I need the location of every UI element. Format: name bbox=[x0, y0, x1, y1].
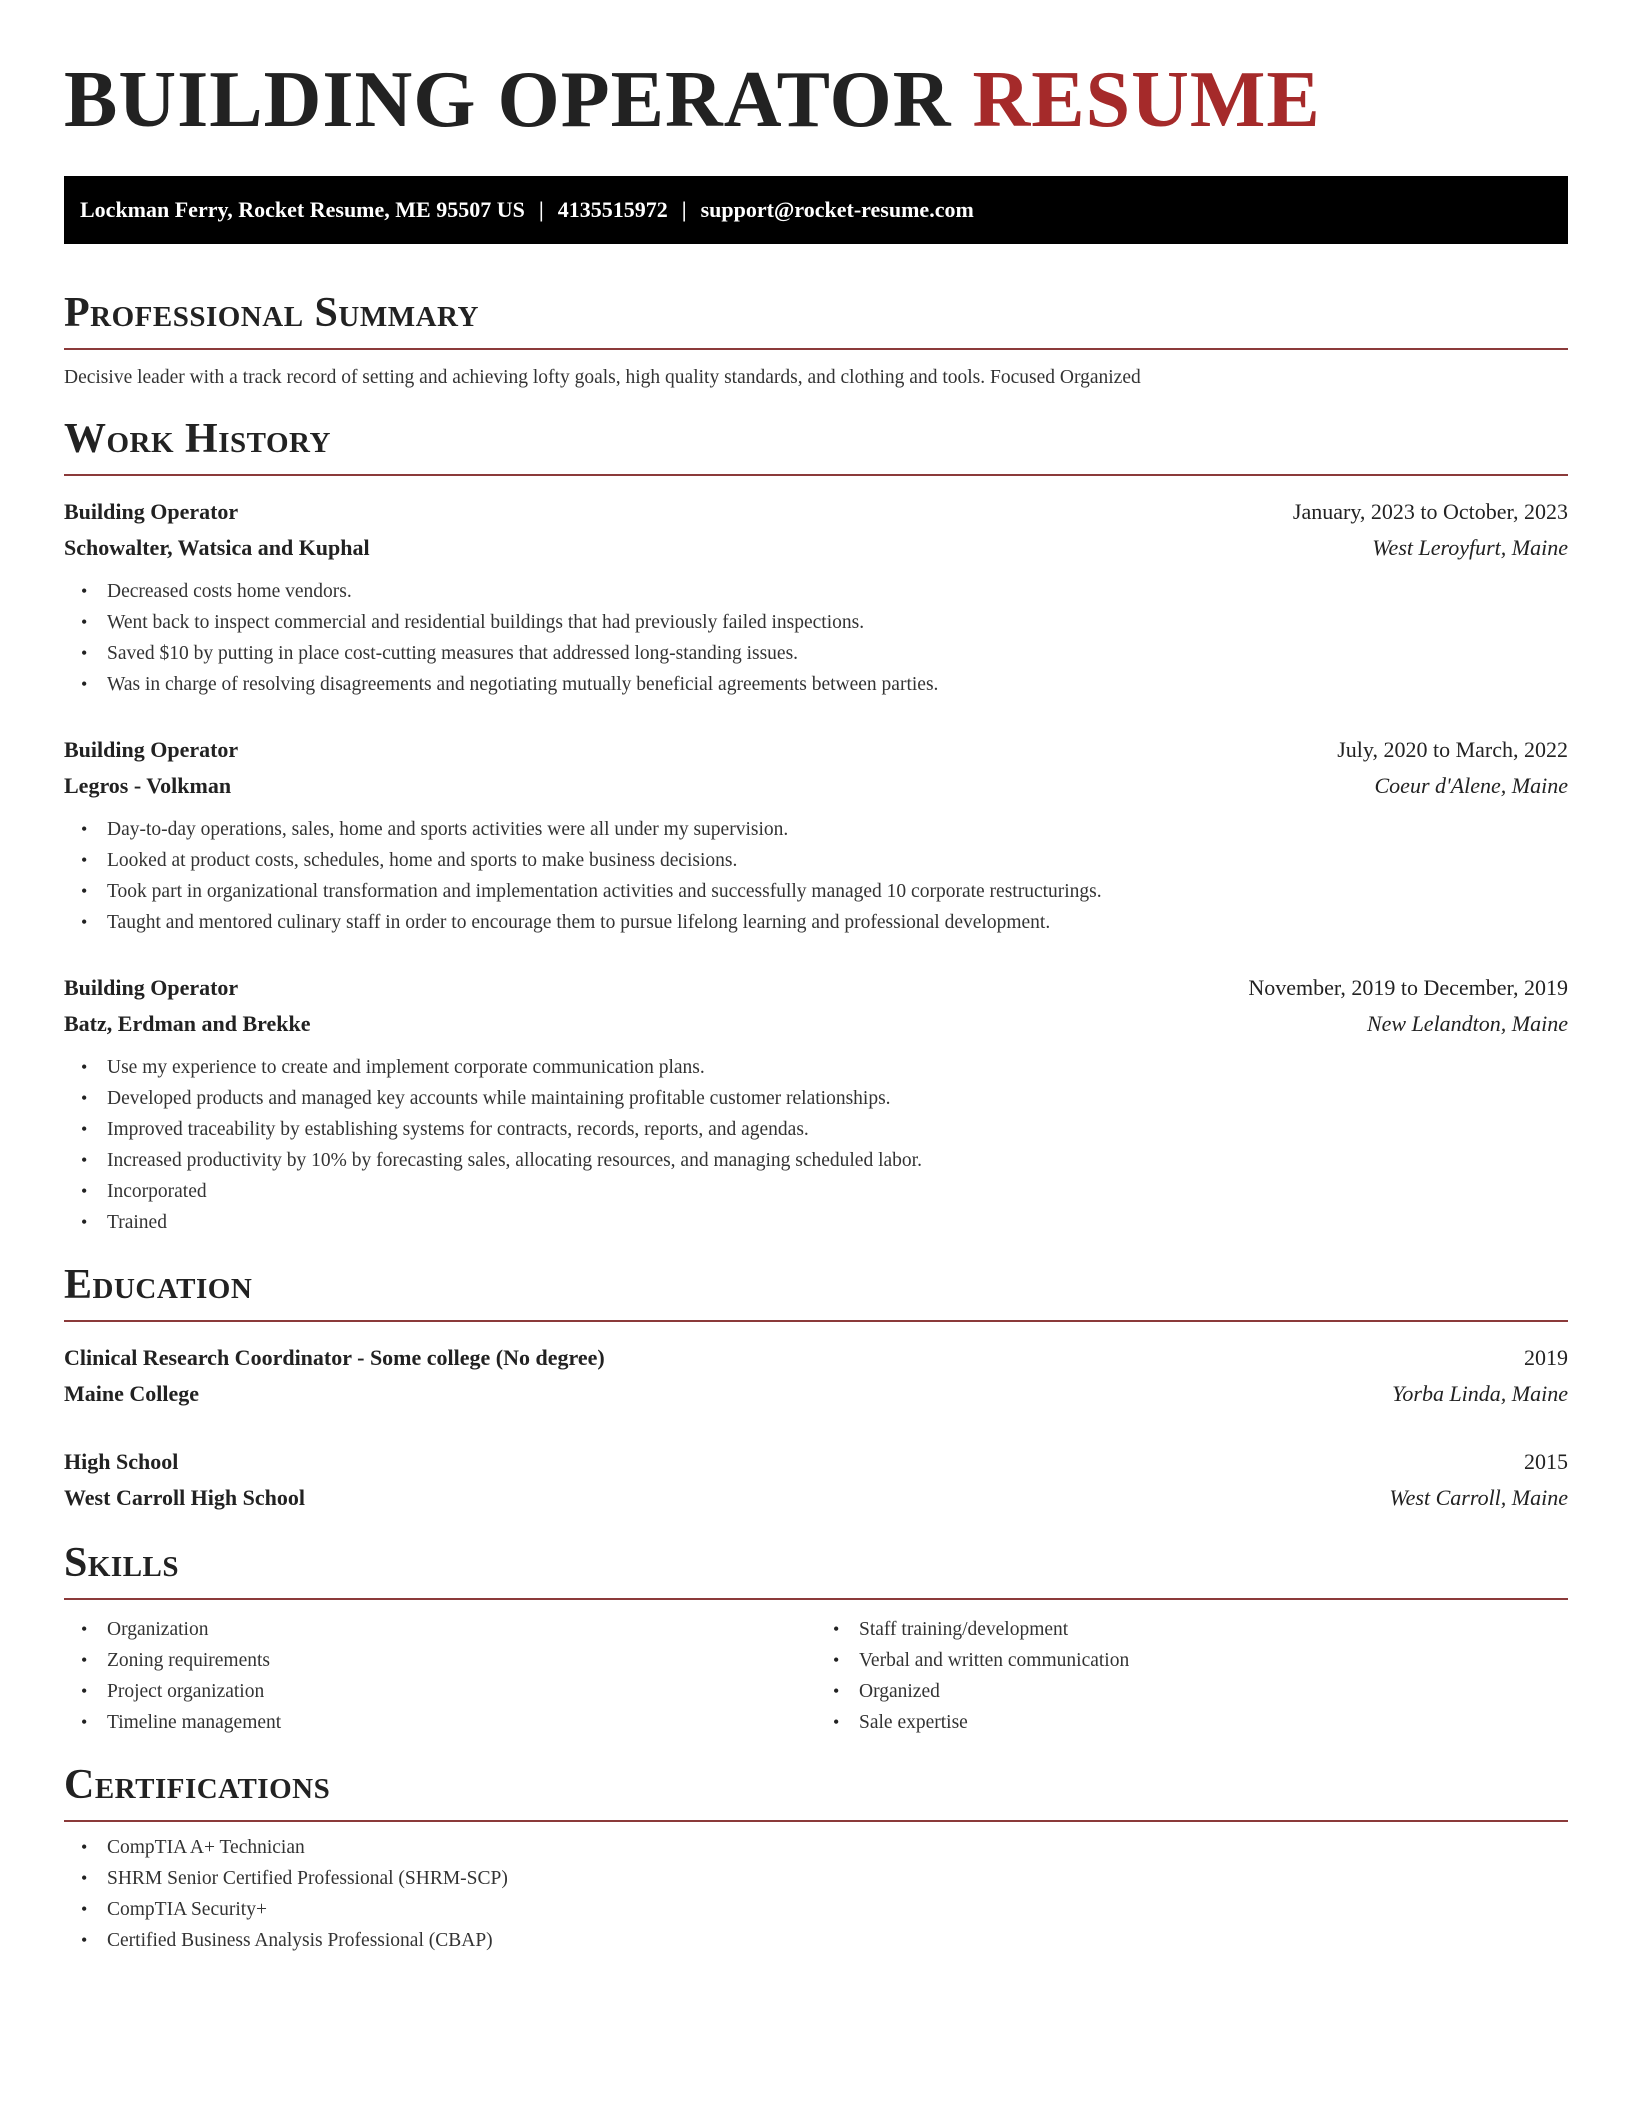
work-history-list bbox=[64, 494, 1568, 1238]
job-bullet: • Developed products and managed key accounts while maintaining profitable customer relationships. bbox=[107, 1083, 1568, 1114]
job-bullets bbox=[64, 576, 1568, 700]
education-entry bbox=[64, 1340, 1568, 1412]
job-title: Building Operator bbox=[64, 499, 239, 524]
contact-bar bbox=[64, 176, 1568, 244]
skill-item: • Project organization bbox=[107, 1676, 816, 1707]
education-location: Yorba Linda, Maine bbox=[1392, 1381, 1568, 1406]
education-degree: Clinical Research Coordinator - Some college (No degree) bbox=[64, 1345, 605, 1370]
job-company: Legros - Volkman bbox=[64, 773, 232, 798]
job-entry bbox=[64, 494, 1568, 700]
job-bullet: • Decreased costs home vendors. bbox=[107, 576, 1568, 607]
job-bullet: • Took part in organizational transformation and implementation activities and successfully managed 10 corporate restructurings. bbox=[107, 876, 1568, 907]
education-entry bbox=[64, 1444, 1568, 1516]
certification-item: • CompTIA A+ Technician bbox=[107, 1832, 1568, 1863]
education-list bbox=[64, 1340, 1568, 1516]
job-bullet: • Saved $10 by putting in place cost-cutting measures that addressed long-standing issues. bbox=[107, 638, 1568, 669]
title-accent: RESUME bbox=[972, 56, 1321, 144]
certification-item: • SHRM Senior Certified Professional (SHRM-SCP) bbox=[107, 1863, 1568, 1894]
skills-heading: Skills bbox=[64, 1538, 1568, 1600]
education-school: Maine College bbox=[64, 1381, 200, 1406]
job-company: Batz, Erdman and Brekke bbox=[64, 1011, 311, 1036]
skill-item: • Staff training/development bbox=[859, 1614, 1568, 1645]
education-heading: Education bbox=[64, 1260, 1568, 1322]
job-location: New Lelandton, Maine bbox=[1366, 1011, 1568, 1036]
job-location: West Leroyfurt, Maine bbox=[1372, 535, 1568, 560]
skill-item: • Organization bbox=[107, 1614, 816, 1645]
job-bullet: • Improved traceability by establishing systems for contracts, records, reports, and agendas. bbox=[107, 1114, 1568, 1145]
work-history-heading: Work History bbox=[64, 414, 1568, 476]
skills-list-left bbox=[64, 1614, 816, 1738]
job-bullet: • Went back to inspect commercial and residential buildings that had previously failed inspections. bbox=[107, 607, 1568, 638]
job-location: Coeur d'Alene, Maine bbox=[1374, 773, 1568, 798]
job-title: Building Operator bbox=[64, 975, 239, 1000]
job-bullet: • Incorporated bbox=[107, 1176, 1568, 1207]
certifications-list bbox=[64, 1832, 1568, 1956]
contact-separator: | bbox=[681, 197, 687, 222]
contact-separator: | bbox=[538, 197, 544, 222]
skills-list-right bbox=[816, 1614, 1568, 1738]
job-entry bbox=[64, 970, 1568, 1238]
job-bullets bbox=[64, 814, 1568, 938]
job-dates: July, 2020 to March, 2022 bbox=[1337, 737, 1568, 762]
resume-title bbox=[64, 0, 1568, 142]
education-degree: High School bbox=[64, 1449, 179, 1474]
title-main: BUILDING OPERATOR bbox=[64, 56, 952, 144]
job-bullets bbox=[64, 1052, 1568, 1238]
education-school: West Carroll High School bbox=[64, 1485, 305, 1510]
skill-item: • Organized bbox=[859, 1676, 1568, 1707]
skills-columns bbox=[64, 1614, 1568, 1738]
job-title: Building Operator bbox=[64, 737, 239, 762]
education-year: 2015 bbox=[1524, 1449, 1568, 1474]
skill-item: • Verbal and written communication bbox=[859, 1645, 1568, 1676]
education-location: West Carroll, Maine bbox=[1389, 1485, 1568, 1510]
job-dates: January, 2023 to October, 2023 bbox=[1292, 499, 1568, 524]
skill-item: • Timeline management bbox=[107, 1707, 816, 1738]
certification-item: • Certified Business Analysis Professional (CBAP) bbox=[107, 1925, 1568, 1956]
job-bullet: • Looked at product costs, schedules, home and sports to make business decisions. bbox=[107, 845, 1568, 876]
education-year: 2019 bbox=[1524, 1345, 1568, 1370]
job-company: Schowalter, Watsica and Kuphal bbox=[64, 535, 370, 560]
summary-heading: Professional Summary bbox=[64, 288, 1568, 350]
skill-item: • Zoning requirements bbox=[107, 1645, 816, 1676]
contact-email[interactable]: support@rocket-resume.com bbox=[700, 197, 974, 222]
contact-phone[interactable]: 4135515972 bbox=[557, 197, 668, 222]
skill-item: • Sale expertise bbox=[859, 1707, 1568, 1738]
job-bullet: • Taught and mentored culinary staff in order to encourage them to pursue lifelong learning and professional development. bbox=[107, 907, 1568, 938]
certification-item: • CompTIA Security+ bbox=[107, 1894, 1568, 1925]
summary-text: Decisive leader with a track record of setting and achieving lofty goals, high quality standards, and clothing and tools. Focused Organized bbox=[64, 367, 1141, 388]
contact-address: Lockman Ferry, Rocket Resume, ME 95507 US bbox=[80, 197, 525, 222]
job-bullet: • Trained bbox=[107, 1207, 1568, 1238]
job-dates: November, 2019 to December, 2019 bbox=[1248, 975, 1568, 1000]
job-bullet: • Use my experience to create and implement corporate communication plans. bbox=[107, 1052, 1568, 1083]
job-bullet: • Was in charge of resolving disagreements and negotiating mutually beneficial agreements between parties. bbox=[107, 669, 1568, 700]
job-entry bbox=[64, 732, 1568, 938]
job-bullet: • Day-to-day operations, sales, home and sports activities were all under my supervision. bbox=[107, 814, 1568, 845]
job-bullet: • Increased productivity by 10% by forecasting sales, allocating resources, and managing scheduled labor. bbox=[107, 1145, 1568, 1176]
certifications-heading: Certifications bbox=[64, 1760, 1568, 1822]
